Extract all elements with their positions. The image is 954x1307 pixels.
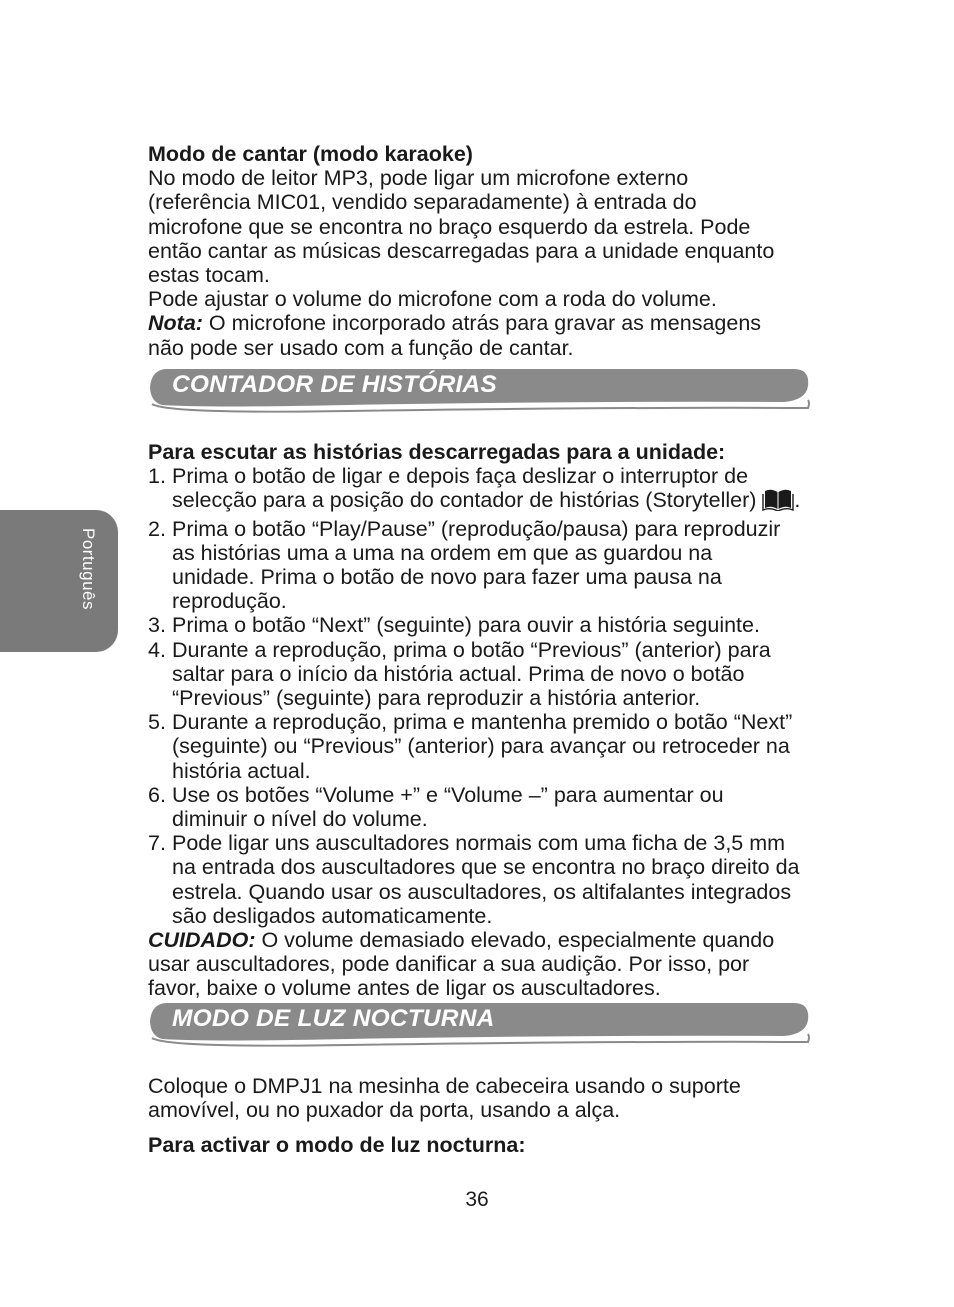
storyteller-section: [148, 440, 828, 1001]
step-line: Prima o botão “Next” (seguinte) para ouvir a história seguinte.: [172, 613, 760, 638]
book-icon: [762, 489, 794, 516]
step-line: “Previous” (seguinte) para reproduzir a história anterior.: [172, 686, 701, 711]
step-line: (seguinte) ou “Previous” (anterior) para avançar ou retroceder na: [172, 734, 790, 759]
step-suffix: .: [794, 488, 801, 513]
karaoke-line: Pode ajustar o volume do microfone com a roda do volume.: [148, 287, 717, 312]
page-number: 36: [465, 1188, 489, 1211]
step-line: saltar para o início da história actual. Prima de novo o botão: [172, 661, 745, 686]
step-item: [148, 464, 828, 516]
caution-line: usar auscultadores, pode danificar a sua audição. Por isso, por: [148, 952, 750, 977]
caution-paragraph: [148, 928, 828, 952]
step-number: 1.: [148, 464, 166, 489]
language-side-tab: [0, 510, 118, 652]
karaoke-line: No modo de leitor MP3, pode ligar um microfone externo: [148, 166, 689, 191]
nightlight-title: MODO DE LUZ NOCTURNA: [172, 1005, 495, 1032]
caution-label: CUIDADO:: [148, 928, 256, 953]
step-line: na entrada dos auscultadores que se encontra no braço direito da: [172, 855, 800, 880]
step-number: 5.: [148, 710, 166, 735]
step-line: reprodução.: [172, 589, 287, 614]
caution-line: favor, baixe o volume antes de ligar os auscultadores.: [148, 976, 661, 1001]
step-line: Prima o botão “Play/Pause” (reprodução/pausa) para reproduzir: [172, 516, 781, 541]
language-tab-label: Português: [79, 528, 99, 610]
step-line: Use os botões “Volume +” e “Volume –” para aumentar ou: [172, 782, 724, 807]
karaoke-line: microfone que se encontra no braço esquerdo da estrela. Pode: [148, 214, 751, 239]
step-line: são desligados automaticamente.: [172, 903, 493, 928]
step-number: 6.: [148, 782, 166, 807]
note-text: O microfone incorporado atrás para gravar as mensagens: [202, 311, 762, 336]
storyteller-banner: [148, 368, 812, 418]
karaoke-heading: Modo de cantar (modo karaoke): [148, 142, 473, 166]
step-line: história actual.: [172, 758, 311, 783]
nightlight-line: Coloque o DMPJ1 na mesinha de cabeceira usando o suporte: [148, 1074, 741, 1098]
step-number: 2.: [148, 516, 166, 541]
nightlight-activate-heading: Para activar o modo de luz nocturna:: [148, 1133, 526, 1158]
storyteller-title: CONTADOR DE HISTÓRIAS: [172, 371, 497, 398]
step-number: 7.: [148, 831, 166, 856]
step-line: diminuir o nível do volume.: [172, 807, 428, 832]
storyteller-steps: [148, 464, 828, 928]
step-line: Prima o botão de ligar e depois faça deslizar o interruptor de: [172, 464, 749, 489]
nightlight-banner: [148, 1002, 812, 1052]
nightlight-line: amovível, ou no puxador da porta, usando a alça.: [148, 1098, 621, 1123]
step-number: 3.: [148, 613, 166, 638]
karaoke-note-line: não pode ser usado com a função de cantar.: [148, 335, 574, 360]
step-line-with-icon: [172, 488, 828, 516]
step-item: [148, 638, 828, 711]
step-line: Durante a reprodução, prima e mantenha premido o botão “Next”: [172, 710, 793, 735]
step-line: Durante a reprodução, prima o botão “Previous” (anterior) para: [172, 637, 771, 662]
step-number: 4.: [148, 637, 166, 662]
step-line: Pode ligar uns auscultadores normais com uma ficha de 3,5 mm: [172, 831, 786, 856]
step-line: estrela. Quando usar os auscultadores, os altifalantes integrados: [172, 879, 792, 904]
step-item: [148, 831, 828, 928]
karaoke-section: [148, 142, 818, 360]
step-line: as histórias uma a uma na ordem em que as guardou na: [172, 540, 713, 565]
karaoke-line: estas tocam.: [148, 263, 270, 288]
step-item: [148, 710, 828, 783]
nightlight-section: [148, 1074, 818, 1158]
karaoke-note: [148, 311, 818, 335]
step-item: [148, 517, 828, 614]
step-item: [148, 783, 828, 831]
step-item: [148, 613, 828, 637]
karaoke-line: (referência MIC01, vendido separadamente) à entrada do: [148, 190, 697, 215]
note-label: Nota:: [148, 311, 203, 336]
caution-text: O volume demasiado elevado, especialmente quando: [255, 928, 775, 953]
step-text: selecção para a posição do contador de histórias (Storyteller): [172, 488, 757, 513]
karaoke-line: então cantar as músicas descarregadas para a unidade enquanto: [148, 238, 775, 263]
step-line: unidade. Prima o botão de novo para fazer uma pausa na: [172, 565, 722, 590]
storyteller-intro: Para escutar as histórias descarregadas para a unidade:: [148, 440, 726, 464]
